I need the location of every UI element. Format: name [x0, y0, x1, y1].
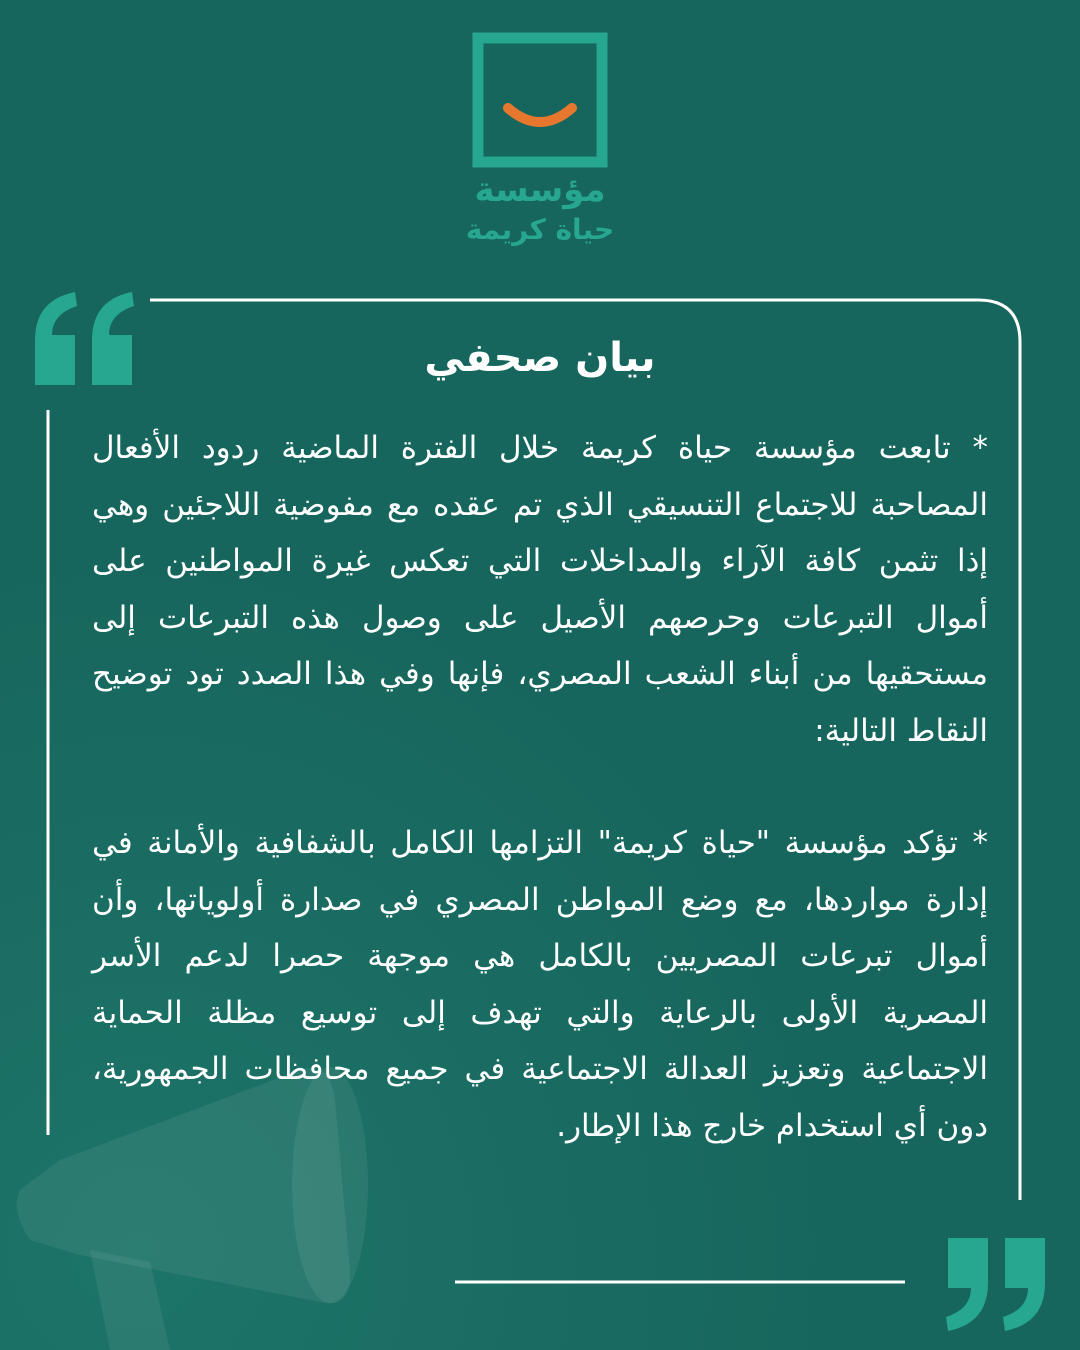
open-quote-icon	[30, 290, 140, 385]
statement-body	[92, 420, 988, 1154]
logo-line-1: مؤسسة	[474, 170, 606, 210]
logo-icon	[472, 32, 608, 168]
logo-wordmark	[440, 168, 640, 248]
paragraph-1: * تابعت مؤسسة حياة كريمة خلال الفترة الماضية ردود الأفعال المصاحبة للاجتماع التنسيقي الذي تم عقده مع مفوضية اللاجئين وهي إذا تثمن كافة الآراء والمداخلات التي تعكس غيرة المواطنين على أموال التبرعات وحرصهم الأصيل على وصول هذه التبرعات إلى مستحقيها من أبناء الشعب المصري، فإنها وفي هذا الصدد تود توضيح النقاط التالية:	[92, 430, 988, 749]
paragraph-2: * تؤكد مؤسسة "حياة كريمة" التزامها الكامل بالشفافية والأمانة في إدارة مواردها، مع وضع المواطن المصري في صدارة أولوياتها، وأن أموال تبرعات المصريين بالكامل هي موجهة حصرا لدعم الأسر المصرية الأولى بالرعاية والتي تهدف إلى توسيع مظلة الحماية الاجتماعية وتعزيز العدالة الاجتماعية في جميع محافظات الجمهورية، دون أي استخدام خارج هذا الإطار.	[92, 825, 988, 1144]
logo-line-2: حياة كريمة	[465, 213, 615, 246]
page-title: بيان صحفي	[424, 335, 656, 381]
close-quote-icon	[940, 1238, 1050, 1333]
